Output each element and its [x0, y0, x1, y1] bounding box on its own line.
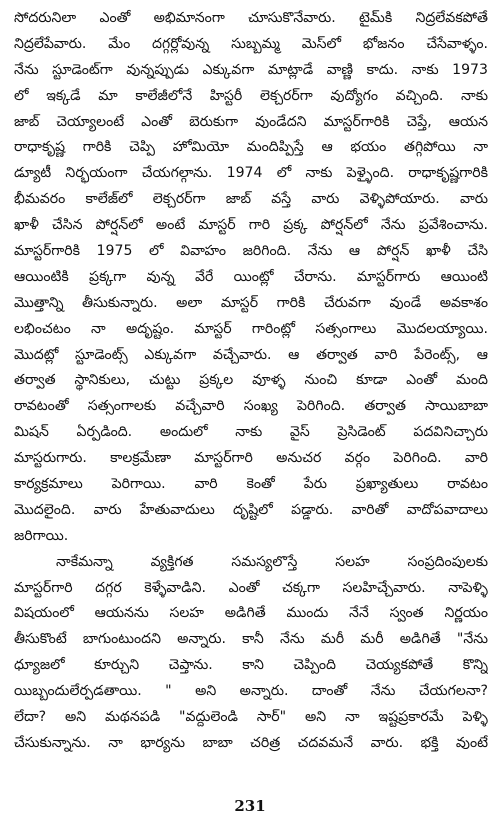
text-line-4: లో ఇక్కడే మా కాలేజీలోనే హిస్టరీ లెక్చరర్‌గా వుద్యోగం వచ్చింది. నాకు: [14, 87, 488, 104]
text-line-14: మొదట్లో స్టూడెంట్స్ ఎక్కువగా వచ్చేవారు. ఆ తర్వాత వారి పేరెంట్స్, ఆ: [14, 346, 488, 363]
text-line-19: కార్యక్రమాలు పెరిగాయి. వారి కెంతో పేరు ప్రఖ్యాతులు రావటం: [14, 476, 488, 493]
text-line-11: ఆయింటికి ప్రక్కగా వున్న వేరే యింట్లో చేరాను. మాస్టర్‌గారు ఆయింటి: [14, 268, 488, 285]
text-line-29: చేసుకున్నాను. నా భార్యను బాబా చరిత్ర చదవమనే వారు. భక్తి వుంటే: [14, 734, 488, 751]
text-line-3: నేను స్టూడెంట్‌గా వున్నప్పుడు ఎక్కువగా మాట్లాడే వాణ్ణి కాదు. నాకు 1973: [14, 61, 488, 78]
text-line-6: రాధాకృష్ణ గారికి చెప్పి హోమియో మందిప్పిస్తే ఆ భయం తగ్గిపోయి నా: [14, 139, 488, 156]
text-line-27: యిబ్బందులేర్పడతాయి. " అని అన్నారు. దాంతో నేను చేయగలనా?: [14, 683, 488, 700]
body-text: [14, 6, 488, 757]
text-line-7: డ్యూటీ నిర్భయంగా చేయగల్గాను. 1974 లో నాకు పెళ్ళైంది. రాధాకృష్ణగారికి: [14, 165, 488, 182]
text-line-10: మాస్టర్‌గారికి 1975 లో వివాహం జరిగింది. నేను ఆ పోర్షన్ ఖాళీ చేసి: [14, 243, 488, 260]
text-line-25: తీసుకొంటే బాగుంటుందని అన్నారు. కానీ నేను మరీ మరీ అడిగితే "నేను: [14, 631, 488, 648]
text-line-15: తర్వాత స్థానికులు, చుట్టు ప్రక్కల వూళ్ళ నుంచి కూడా ఎంతో మంది: [14, 372, 488, 389]
text-line-9: ఖాళీ చేసిన పోర్షన్‌లో అంటే మాస్టర్ గారి ప్రక్క పోర్షన్‌లో నేను ప్రవేశించాను.: [14, 217, 488, 234]
text-line-13: లభించటం నా అదృష్టం. మాస్టర్ గారింట్లో సత్సంగాలు మొదలయ్యాయి.: [14, 320, 488, 337]
text-line-2: నిద్రలేపేవారు. మేం దగ్గర్లోవున్న సుబ్బమ్మ మెస్‌లో భోజనం చేసేవాళ్ళం.: [14, 35, 488, 52]
text-line-16: రావటంతో సత్సంగాలకు వచ్చేవారి సంఖ్య పెరిగింది. తర్వాత సాయిబాబా: [14, 398, 488, 415]
text-line-21: జరిగాయి.: [14, 527, 69, 544]
text-line-20: మొదలైంది. వారు హేతువాదులు దృష్టిలో పడ్డారు. వారితో వాదోపవాదాలు: [14, 501, 488, 518]
text-line-5: జాబ్ చెయ్యాలంటే ఎంతో బెరుకుగా వుండేదని మాస్టర్‌గారికి చెప్తే, ఆయన: [14, 113, 488, 130]
text-line-8: భీమవరం కాలేజ్‌లో లెక్చరర్‌గా జాబ్ వస్తే వారు వెళ్ళిపోయారు. వారు: [14, 191, 488, 208]
text-line-18: మాస్టరుగారు. కాలక్రమేణా మాస్టర్‌గారి అనుచర వర్గం పెరిగింది. వారి: [14, 450, 488, 467]
text-line-26: ధ్యూజలో కూర్చుని చెప్తాను. కాని చెప్పింది చెయ్యకపోతే కొన్ని: [14, 657, 488, 674]
text-line-28: లేదా? అని మథనపడి "వద్దులెండి సార్" అని నా ఇష్టప్రకారమే పెళ్ళి: [14, 709, 488, 726]
text-line-1: సోదరునిలా ఎంతో అభిమానంగా చూసుకొనేవారు. టైమ్‌కి నిద్రలేవకపోతే: [14, 10, 488, 26]
text-line-17: మిషన్ ఏర్పడింది. అందులో నాకు వైస్ ప్రెసిడెంట్ పదవినిచ్చారు: [14, 424, 488, 441]
page-number: 231: [234, 797, 266, 815]
text-line-24: విషయంలో ఆయనను సలహ అడిగితే ముందు నేనే స్వంత నిర్ణయం: [14, 605, 488, 622]
text-line-22: నాకేమన్నా వ్యక్తిగత సమస్యలొస్తే సలహ సంప్రదింపులకు: [56, 553, 488, 570]
text-line-12: మొత్తాన్ని తీసుకున్నారు. అలా మాస్టర్ గారికి చేరువగా వుండే అవకాశం: [14, 294, 488, 311]
text-line-23: మాస్టర్‌గారి దగ్గర కెళ్ళేవాడిని. ఎంతో చక్కగా సలహిచ్చేవారు. నాపెళ్ళి: [14, 579, 488, 596]
